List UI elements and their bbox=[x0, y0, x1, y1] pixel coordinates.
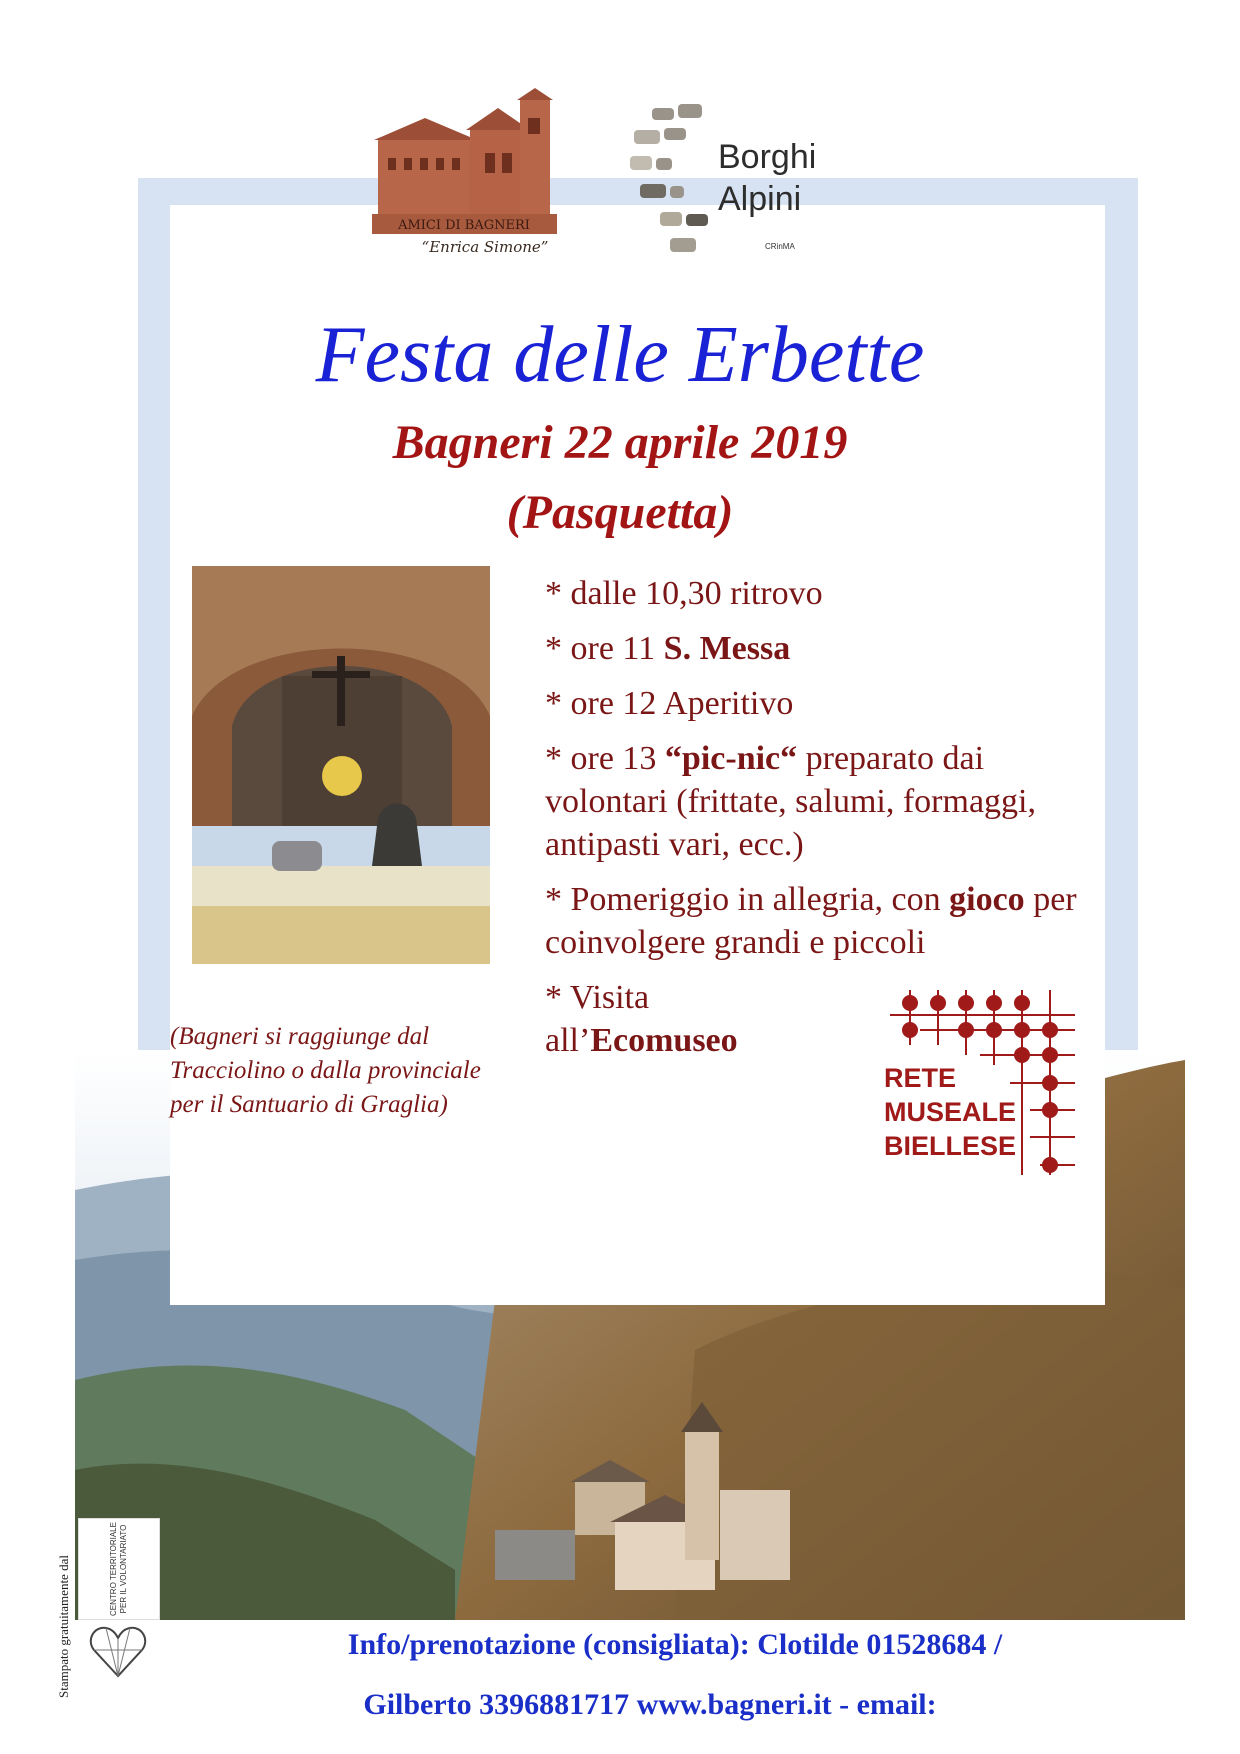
rete-museale-logo bbox=[880, 985, 1080, 1180]
directions-note: (Bagneri si raggiunge dal Tracciolino o dalla provinciale per il Santuario di Graglia) bbox=[170, 1023, 481, 1118]
program-item: * Pomeriggio in allegria, con gioco per coinvolgere grandi e piccoli bbox=[545, 881, 1077, 961]
program-item: * ore 12 Aperitivo bbox=[545, 685, 794, 722]
event-title: Festa delle Erbette bbox=[315, 311, 925, 399]
program-item: * ore 11 S. Messa bbox=[545, 630, 791, 667]
footer-contact-line1: Info/prenotazione (consigliata): Clotilde 01528684 / bbox=[347, 1628, 1003, 1661]
print-credit: Stampato gratuitamente dal bbox=[56, 1555, 71, 1698]
amici-church-icon bbox=[370, 88, 580, 238]
rete-line2: MUSEALE bbox=[884, 1097, 1017, 1127]
ctv-logo: CENTRO TERRITORIALE PER IL VOLONTARIATO bbox=[78, 1518, 160, 1620]
svg-text:AMICI DI BAGNERI: AMICI DI BAGNERI bbox=[398, 218, 530, 233]
stone-wall-icon bbox=[630, 100, 720, 260]
rete-line1: RETE bbox=[884, 1063, 957, 1093]
borghi-text: Borghi bbox=[718, 138, 817, 176]
event-date: Bagneri 22 aprile 2019 bbox=[392, 416, 848, 469]
crinma-text: CRinMA bbox=[765, 242, 795, 251]
program-item: * dalle 10,30 ritrovo bbox=[545, 575, 823, 612]
borghi-alpini-logo bbox=[630, 100, 860, 270]
altar-photo bbox=[192, 566, 490, 964]
rete-line3: BIELLESE bbox=[884, 1131, 1017, 1161]
program-item: * ore 13 “pic-nic“ preparato dai volontari (frittate, salumi, formaggi, antipasti vari, ecc.) bbox=[545, 740, 1036, 863]
amici-caption: “Enrica Simone” bbox=[421, 238, 549, 256]
program-item: * Visita all’Ecomuseo bbox=[545, 979, 738, 1059]
footer-contact-line2: Gilberto 3396881717 www.bagneri.it - email: bbox=[363, 1688, 937, 1721]
event-occasion: (Pasquetta) bbox=[506, 486, 734, 539]
amici-di-bagneri-logo bbox=[370, 88, 580, 278]
alpini-text: Alpini bbox=[718, 180, 802, 218]
